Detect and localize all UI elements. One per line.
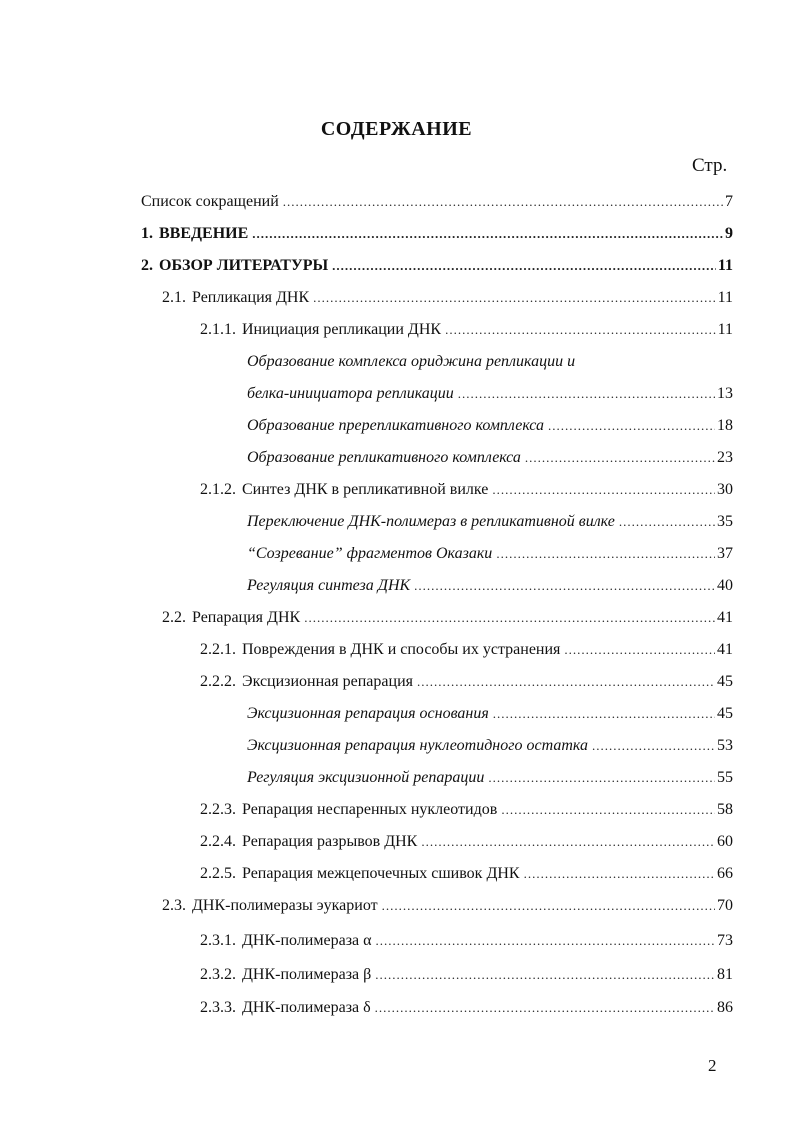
dot-leader bbox=[382, 898, 715, 914]
toc-entry-number: 2.3.1. bbox=[200, 932, 236, 949]
dot-leader bbox=[375, 967, 715, 983]
toc-entry-text: Репарация разрывов ДНК bbox=[242, 833, 418, 850]
toc-entry-page: 53 bbox=[717, 737, 733, 754]
toc-entry-page: 70 bbox=[717, 897, 733, 914]
toc-entry-page: 9 bbox=[725, 225, 733, 242]
dot-leader bbox=[496, 546, 715, 562]
toc-entry-page: 37 bbox=[717, 545, 733, 562]
toc-entry-text: ДНК-полимеразы эукариот bbox=[192, 897, 378, 914]
dot-leader bbox=[458, 386, 715, 402]
dot-leader bbox=[252, 226, 723, 242]
dot-leader bbox=[501, 802, 715, 818]
toc-entry-page: 41 bbox=[717, 641, 733, 658]
toc-entry-page: 7 bbox=[725, 193, 733, 210]
toc-entry-origin-complex-line2[interactable] bbox=[247, 385, 733, 409]
toc-entry-number: 2.2.3. bbox=[200, 801, 236, 818]
toc-entry-2-2-3[interactable] bbox=[200, 801, 733, 825]
toc-entry-page: 73 bbox=[717, 932, 733, 949]
toc-entry-text: Регуляция эксцизионной репарации bbox=[247, 769, 485, 786]
toc-entry-prereplicative-complex[interactable] bbox=[247, 417, 733, 441]
toc-entry-base-excision-repair[interactable] bbox=[247, 705, 733, 729]
toc-entry-page: 13 bbox=[717, 385, 733, 402]
toc-entry-origin-complex-line1[interactable] bbox=[247, 353, 575, 377]
toc-entry-number: 1. bbox=[141, 225, 153, 242]
toc-entry-literature-review[interactable] bbox=[141, 257, 733, 281]
dot-leader bbox=[376, 933, 716, 949]
toc-entry-text: ДНК-полимераза δ bbox=[242, 999, 371, 1016]
toc-entry-page: 11 bbox=[717, 289, 733, 306]
toc-entry-text: Переключение ДНК-полимераз в репликативной вилке bbox=[247, 513, 615, 530]
toc-entry-dna-synthesis-regulation[interactable] bbox=[247, 577, 733, 601]
page-column-label: Стр. bbox=[692, 155, 728, 176]
toc-entry-text: ОБЗОР ЛИТЕРАТУРЫ bbox=[159, 257, 329, 274]
toc-entry-number: 2.3.2. bbox=[200, 966, 236, 983]
toc-entry-abbreviations[interactable] bbox=[141, 193, 733, 217]
page-title: СОДЕРЖАНИЕ bbox=[320, 118, 473, 140]
toc-entry-page: 41 bbox=[717, 609, 733, 626]
toc-entry-page: 66 bbox=[717, 865, 733, 882]
toc-entry-introduction[interactable] bbox=[141, 225, 733, 249]
toc-entry-text: Регуляция синтеза ДНК bbox=[247, 577, 411, 594]
toc-entry-text: Образование пререпликативного комплекса bbox=[247, 417, 544, 434]
dot-leader bbox=[414, 578, 715, 594]
dot-leader bbox=[488, 770, 715, 786]
toc-entry-text: “Созревание” фрагментов Оказаки bbox=[247, 545, 493, 562]
dot-leader bbox=[493, 706, 715, 722]
toc-entry-2-2-5[interactable] bbox=[200, 865, 733, 889]
toc-entry-2-3-1[interactable] bbox=[200, 932, 733, 956]
page-number: 2 bbox=[708, 1056, 717, 1075]
dot-leader bbox=[524, 866, 715, 882]
dot-leader bbox=[421, 834, 715, 850]
toc-entry-excision-repair-regulation[interactable] bbox=[247, 769, 733, 793]
toc-entry-page: 40 bbox=[717, 577, 733, 594]
toc-entry-text: Эксцизионная репарация bbox=[242, 673, 413, 690]
toc-entry-number: 2.2.4. bbox=[200, 833, 236, 850]
dot-leader bbox=[492, 482, 715, 498]
dot-leader bbox=[592, 738, 715, 754]
toc-entry-text: Эксцизионная репарация основания bbox=[247, 705, 489, 722]
toc-entry-number: 2.1.2. bbox=[200, 481, 236, 498]
toc-entry-text: Образование репликативного комплекса bbox=[247, 449, 521, 466]
toc-entry-number: 2.2.5. bbox=[200, 865, 236, 882]
toc-entry-text: Образование комплекса ориджина репликации и bbox=[247, 353, 576, 370]
dot-leader bbox=[375, 1000, 715, 1016]
dot-leader bbox=[445, 322, 716, 338]
dot-leader bbox=[304, 610, 715, 626]
toc-entry-text: Инициация репликации ДНК bbox=[242, 321, 442, 338]
toc-entry-page: 60 bbox=[717, 833, 733, 850]
dot-leader bbox=[283, 194, 723, 210]
toc-entry-page: 86 bbox=[717, 999, 733, 1016]
toc-entry-page: 23 bbox=[717, 449, 733, 466]
toc-entry-text: Список сокращений bbox=[141, 193, 279, 210]
dot-leader bbox=[313, 290, 715, 306]
toc-entry-2-1-1[interactable] bbox=[200, 321, 733, 345]
toc-entry-replicative-complex[interactable] bbox=[247, 449, 733, 473]
toc-entry-2-2-2[interactable] bbox=[200, 673, 733, 697]
toc-entry-2-3[interactable] bbox=[162, 897, 733, 921]
toc-entry-text: белка-инициатора репликации bbox=[247, 385, 454, 402]
toc-entry-page: 30 bbox=[717, 481, 733, 498]
toc-entry-nucleotide-excision-repair[interactable] bbox=[247, 737, 733, 761]
toc-entry-page: 45 bbox=[717, 673, 733, 690]
toc-entry-page: 18 bbox=[717, 417, 733, 434]
toc-entry-number: 2.1.1. bbox=[200, 321, 236, 338]
toc-entry-text: Повреждения в ДНК и способы их устранения bbox=[242, 641, 561, 658]
toc-entry-number: 2.1. bbox=[162, 289, 186, 306]
toc-entry-text: ДНК-полимераза β bbox=[242, 966, 372, 983]
dot-leader bbox=[332, 258, 716, 274]
toc-entry-number: 2.2. bbox=[162, 609, 186, 626]
toc-entry-number: 2. bbox=[141, 257, 153, 274]
dot-leader bbox=[548, 418, 715, 434]
toc-entry-text: Синтез ДНК в репликативной вилке bbox=[242, 481, 489, 498]
toc-entry-text: Репарация ДНК bbox=[192, 609, 301, 626]
toc-entry-page: 58 bbox=[717, 801, 733, 818]
toc-entry-number: 2.2.2. bbox=[200, 673, 236, 690]
dot-leader bbox=[619, 514, 715, 530]
dot-leader bbox=[564, 642, 715, 658]
toc-entry-text: ДНК-полимераза α bbox=[242, 932, 372, 949]
toc-entry-page: 11 bbox=[717, 321, 733, 338]
toc-entry-2-2[interactable] bbox=[162, 609, 733, 633]
toc-entry-okazaki-maturation[interactable] bbox=[247, 545, 733, 569]
toc-entry-2-2-4[interactable] bbox=[200, 833, 733, 857]
toc-entry-polymerase-switching[interactable] bbox=[247, 513, 733, 537]
toc-entry-page: 81 bbox=[717, 966, 733, 983]
toc-entry-number: 2.3. bbox=[162, 897, 186, 914]
toc-entry-page: 55 bbox=[717, 769, 733, 786]
toc-entry-text: Эксцизионная репарация нуклеотидного остатка bbox=[247, 737, 588, 754]
toc-entry-number: 2.2.1. bbox=[200, 641, 236, 658]
toc-entry-text: Репарация неспаренных нуклеотидов bbox=[242, 801, 498, 818]
toc-entry-2-3-3[interactable] bbox=[200, 999, 733, 1023]
toc-entry-page: 35 bbox=[717, 513, 733, 530]
dot-leader bbox=[417, 674, 715, 690]
toc-entry-text: ВВЕДЕНИЕ bbox=[159, 225, 249, 242]
toc-entry-page: 11 bbox=[717, 257, 733, 274]
toc-entry-2-3-2[interactable] bbox=[200, 966, 733, 990]
toc-entry-page: 45 bbox=[717, 705, 733, 722]
toc-entry-number: 2.3.3. bbox=[200, 999, 236, 1016]
toc-entry-text: Репликация ДНК bbox=[192, 289, 310, 306]
toc-entry-2-2-1[interactable] bbox=[200, 641, 733, 665]
toc-entry-2-1-2[interactable] bbox=[200, 481, 733, 505]
dot-leader bbox=[525, 450, 715, 466]
toc-entry-text: Репарация межцепочечных сшивок ДНК bbox=[242, 865, 520, 882]
toc-entry-2-1[interactable] bbox=[162, 289, 733, 313]
